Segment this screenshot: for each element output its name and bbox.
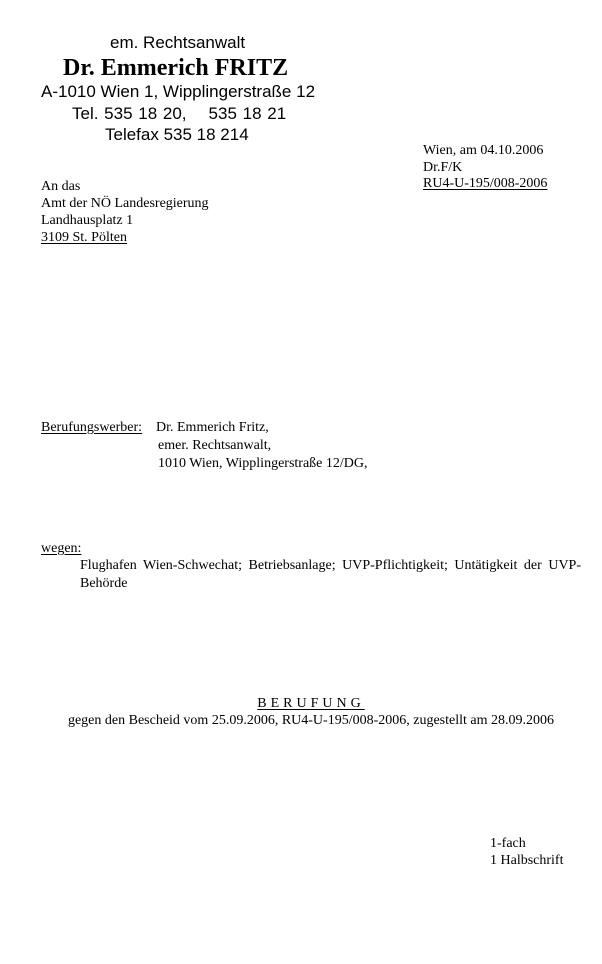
subject-text: Flughafen Wien-Schwechat; Betriebsanlage; UVP-Pflichtigkeit; Untätigkeit der UVP-Behörde [80, 558, 581, 591]
letterhead-phone [72, 104, 286, 124]
recipient-line-2: Amt der NÖ Landesregierung [41, 196, 209, 211]
letterhead-fax: Telefax 535 18 214 [105, 125, 249, 144]
letterhead-name: Dr. Emmerich FRITZ [63, 55, 289, 81]
copies-line-2: 1 Halbschrift [490, 853, 564, 868]
reference-date: Wien, am 04.10.2006 [423, 143, 544, 158]
document-subtitle: gegen den Bescheid vom 25.09.2006, RU4-U-195/008-2006, zugestellt am 28.09.2006 [67, 713, 555, 728]
reference-file-number: RU4-U-195/008-2006 [423, 176, 548, 191]
letterhead-phone-1: Tel. 535 18 20, [72, 104, 187, 123]
recipient-line-4: 3109 St. Pölten [41, 230, 127, 245]
letterhead-address: A-1010 Wien 1, Wipplingerstraße 12 [41, 82, 316, 101]
copies-line-1: 1-fach [490, 836, 526, 851]
appellant-line-3: 1010 Wien, Wipplingerstraße 12/DG, [158, 456, 368, 471]
appellant-line-1: Dr. Emmerich Fritz, [156, 420, 269, 435]
reference-initials: Dr.F/K [423, 160, 463, 175]
recipient-line-1: An das [41, 179, 81, 194]
appellant-line-2: emer. Rechtsanwalt, [158, 438, 272, 453]
appellant-label: Berufungswerber: [41, 420, 143, 435]
subject-label: wegen: [41, 541, 82, 556]
document-title: BERUFUNG [257, 696, 365, 711]
letterhead-phone-2: 535 18 21 [208, 104, 287, 123]
recipient-line-3: Landhausplatz 1 [41, 213, 134, 228]
letterhead-role: em. Rechtsanwalt [110, 33, 246, 52]
